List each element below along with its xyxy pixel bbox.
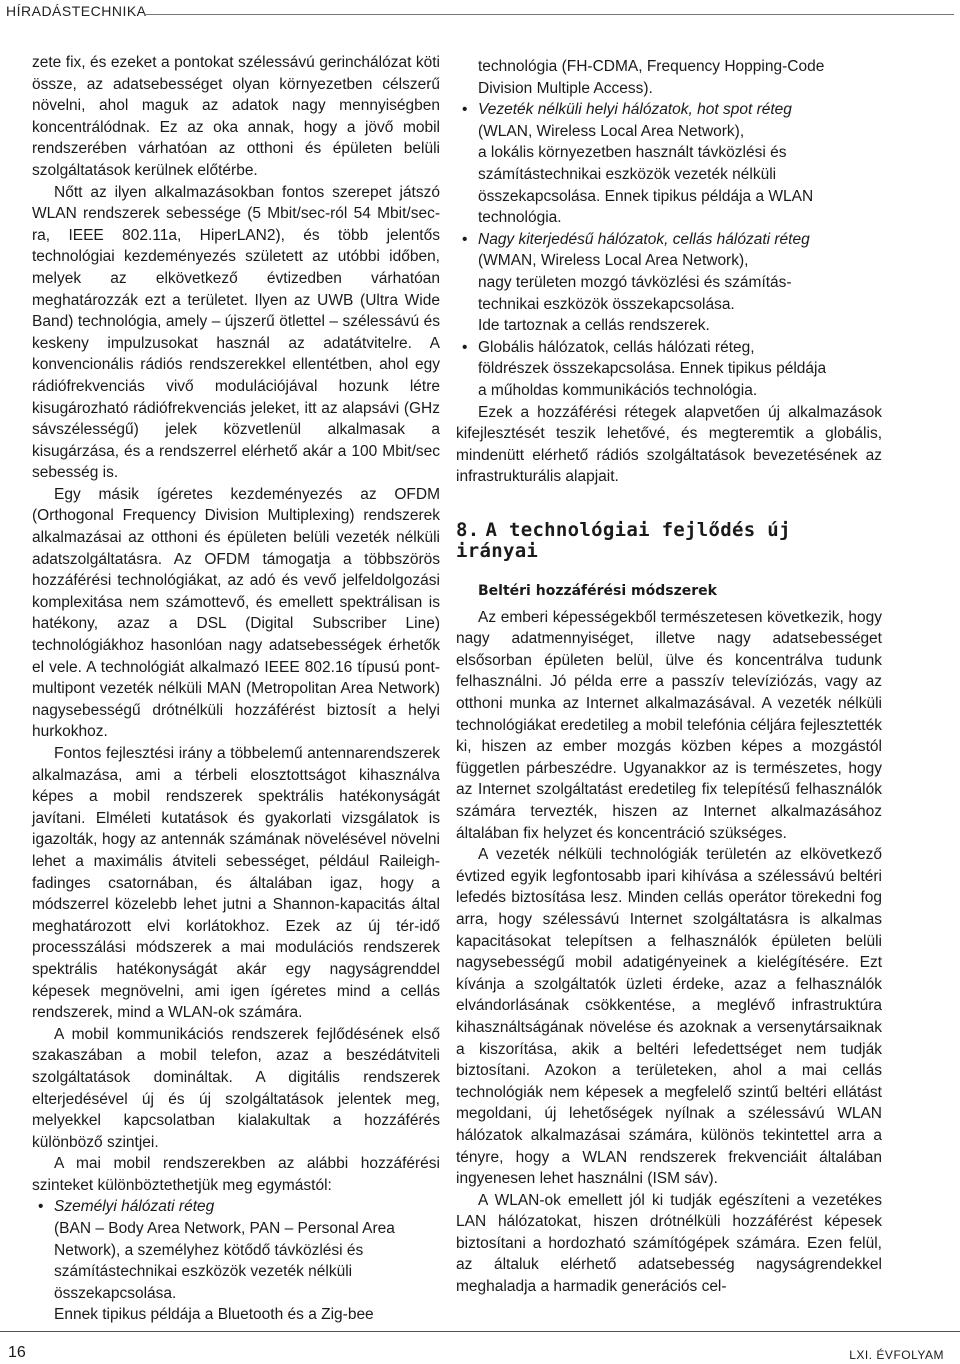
bullet-line: Division Multiple Access). <box>478 79 653 97</box>
bullet-heading: Globális hálózatok, cellás hálózati réteg, <box>478 338 755 356</box>
paragraph: Ezek a hozzáférési rétegek alapvetően új alkalmazások kifejlesztését teszik lehetővé, és megteremtik a globális, mindenütt elérhető rádiós szolgáltatások bevezetésének az infrastrukturális alapjait. <box>456 403 882 486</box>
page-number: 16 <box>8 1344 26 1361</box>
paragraph: Egy másik ígéretes kezdeményezés az OFDM (Orthogonal Frequency Division Multiplexing) rendszerek alkalmazásai az otthoni és épületen belüli vezeték nélküli adatszolgáltatásra. Az OFDM támogatja a többszörös hozzáférési technológiákat, az adó és vevő jelfeldolgozási komplexitása nem számottevő, és emellett spektrálisan is hatékony, azaz a DSL (Digital Subscriber Line) technológiákhoz hasonlóan nagy adatsebességek érhetők el vele. A technológiát alkalmazó IEEE 802.16 típusú pont-multipont vezeték nélküli MAN (Metropolitan Area Network) nagysebességű drótnélküli hozzáférést biztosít a helyi hurkokhoz. <box>32 485 440 741</box>
bullet-line: (WLAN, Wireless Local Area Network), <box>478 122 745 140</box>
bullet-heading: Nagy kiterjedésű hálózatok, cellás hálózati réteg <box>478 230 810 248</box>
running-header <box>0 0 960 26</box>
section-number: 8. <box>456 518 480 541</box>
right-column <box>456 56 882 1298</box>
paragraph: A mobil kommunikációs rendszerek fejlődésének első szakaszában a mobil telefon, azaz a beszédátviteli szolgáltatások domináltak. A digitális rendszerek elterjedésével új és új szolgáltatások jelentek meg, melyekkel kapcsolatban kialakultak a hozzáférés különböző szintjei. <box>32 1025 440 1151</box>
bullet-item-personal-network <box>32 1196 440 1326</box>
bullet-line: technológia (FH-CDMA, Frequency Hopping-Code <box>478 58 825 75</box>
bullet-line: a lokális környezetben használt távközlési és <box>478 144 787 162</box>
section-label: HÍRADÁSTECHNIKA <box>6 3 147 19</box>
bullet-line: technológia. <box>478 209 562 227</box>
bullet-line: (BAN – Body Area Network, PAN – Personal Area <box>54 1220 395 1238</box>
footer-rule <box>0 1331 960 1332</box>
bullet-line: számítástechnikai eszközök vezeték nélküli <box>478 165 777 183</box>
bullet-marker: • <box>462 230 468 248</box>
section-heading <box>456 520 882 563</box>
bullet-marker: • <box>462 101 468 119</box>
paragraph: zete fix, és ezeket a pontokat szélessávú gerinchálózat köti össze, az adatsebességet olyan környezetben célszerű növelni, ahol maguk az adatok nagy mennyiségben koncentrálódnak. Ez az oka annak, hogy a jövő mobil rendszerében várhatóan az otthoni és épületen belüli szolgáltatások kerülnek előtérbe. <box>32 54 440 179</box>
paragraph: A WLAN-ok emellett jól ki tudják egészíteni a vezetékes LAN hálózatokat, hiszen drótnélküli hozzáférést képesek biztosítani a hordozható számítógépek számára. Ezen felül, az általuk elérhető adatsebesség nagyságrendekkel meghaladja a harmadik generációs cel- <box>456 1191 882 1296</box>
bullet-line: technikai eszközök összekapcsolása. <box>478 295 735 313</box>
bullet-continuation <box>456 56 882 99</box>
paragraph: A vezeték nélküli technológiák területén az elkövetkező évtized egyik legfontosabb ipari kihívása a szélessávú beltéri lefedés biztosítása lesz. Minden cellás operátor törekedni fog arra, hogy szélessávú Internet szolgáltatásra is alkalmas kapacitásokat telepítsen a felhasználók épületen belüli nagysebességű mobil adatigényeinek a kielégítésére. Ezt kívánja a szolgáltatók üzleti érdeke, azaz a felhasználók elvándorlásának csökkentése, a meglévő infrastruktúra kihasználtságának növelése és azoknak a versenytársaiknak a kiszorítása, akik a beltéri lefedettséget nem tudják biztosítani. Azokon a területeken, ahol a mai cellás technológiák nem képesek a megfelelő szintű beltéri ellátást megoldani, új lehetőségek nyílnak a szélessávú WLAN hálózatok alkalmazásai számára, különös tekintettel arra a tényre, hogy a WLAN rendszerek frekvenciáit általában ingyenesen lehet használni (ISM sáv). <box>456 846 882 1188</box>
bullet-line: a műholdas kommunikációs technológia. <box>478 381 758 399</box>
header-rule <box>144 14 954 15</box>
bullet-line: összekapcsolása. Ennek tipikus példája a WLAN <box>478 187 814 205</box>
paragraph: Az emberi képességekből természetesen következik, hogy nagy adatmennyiséget, illetve nagy adatsebességet elsősorban épületen belül, ülve és koncentrálva tudunk felhasználni. Jó példa erre a passzív televíziózás, vagy az otthoni munka az Internet alkalmazásával. A vezeték nélküli technológiákat eredetileg a mobil telefónia céljára fejlesztették ki, hiszen az ember mozgás közben képes a mozgástól független párbeszédre. Ugyanakkor az is természetes, hogy az Internet szolgáltatást eredetileg fix telepítésű felhasználók számára tervezték, hiszen az Internet alkalmazásához általában fix helyzet és koncentráció szükséges. <box>456 608 882 842</box>
paragraph: Fontos fejlesztési irány a többelemű antennarendszerek alkalmazása, ami a térbeli elosztottságot kihasználva képes a mobil rendszerek spektrális hatékonyságát javítani. Elméleti kutatások és gyakorlati vizsgálatok is igazolták, hogy az antennák számának növelésével növelni lehet a maximális átviteli sebességet, például Raileigh-fadinges csatornában, és általában igaz, hogy a módszerrel közelebb lehet jutni a Shannon-kapacitás által meghatározott elvi korlátokhoz. Ezek az új tér-idő processzálási módszerek a mai modulációs rendszerek spektrális hatékonyságát akár egy nagyságrenddel képesek megnövelni, ami igen ígéretes mind a cellás rendszerek, mind a WLAN-ok számára. <box>32 745 440 1022</box>
bullet-line: földrészek összekapcsolása. Ennek tipikus példája <box>478 360 827 378</box>
volume-label: LXI. ÉVFOLYAM <box>849 1348 944 1362</box>
bullet-heading: Személyi hálózati réteg <box>54 1198 215 1216</box>
paragraph: A mai mobil rendszerekben az alábbi hozzáférési szinteket különböztethetjük meg egymástól: <box>32 1155 440 1194</box>
bullet-marker: • <box>38 1198 44 1216</box>
bullet-line: Ennek tipikus példája a Bluetooth és a Zig-bee <box>54 1306 374 1324</box>
bullet-marker: • <box>462 338 468 356</box>
subsection-heading: Beltéri hozzáférési módszerek <box>478 583 717 600</box>
left-column <box>32 52 440 1326</box>
bullet-heading: Vezeték nélküli helyi hálózatok, hot spot réteg <box>478 101 792 119</box>
paragraph: Nőtt az ilyen alkalmazásokban fontos szerepet játszó WLAN rendszerek sebessége (5 Mbit/sec-ról 54 Mbit/sec-ra, IEEE 802.11a, HiperLAN2), és több jelentős technológiai kezdeményezés született az utóbbi időben, melyek az elkövetkező évtizedben várhatóan meghatározzák ezt a területet. Ilyen az UWB (Ultra Wide Band) technológia, amely – újszerű ötlettel – szélessávú és keskeny impulzusokat használ az adatátvitelre. A konvencionális rádiós rendszerekkel ellentétben, ahol egy rádiófrekvenciás vivő modulációjával hozunk létre kisugározható rádiófrekvenciás jeleket, itt az alapsávi (GHz sávszélességű) jelek közvetlenül alkalmasak a kisugárzása, és a rendszerrel elérhető akár a 100 Mbit/sec sebesség is. <box>32 183 440 482</box>
bullet-line: számítástechnikai eszközök vezeték nélküli <box>54 1263 353 1281</box>
bullet-line: Network), a személyhez kötődő távközlési és <box>54 1241 364 1259</box>
bullet-line: (WMAN, Wireless Local Area Network), <box>478 252 749 270</box>
bullet-line: összekapcsolása. <box>54 1284 177 1302</box>
bullet-line: nagy területen mozgó távközlési és számítás- <box>478 273 792 291</box>
section-title: A technológiai fejlődés új irányai <box>456 518 791 563</box>
bullet-item-wlan <box>456 99 882 229</box>
bullet-item-global <box>456 337 882 402</box>
bullet-line: Ide tartoznak a cellás rendszerek. <box>478 317 710 335</box>
bullet-item-wide-area <box>456 229 882 337</box>
